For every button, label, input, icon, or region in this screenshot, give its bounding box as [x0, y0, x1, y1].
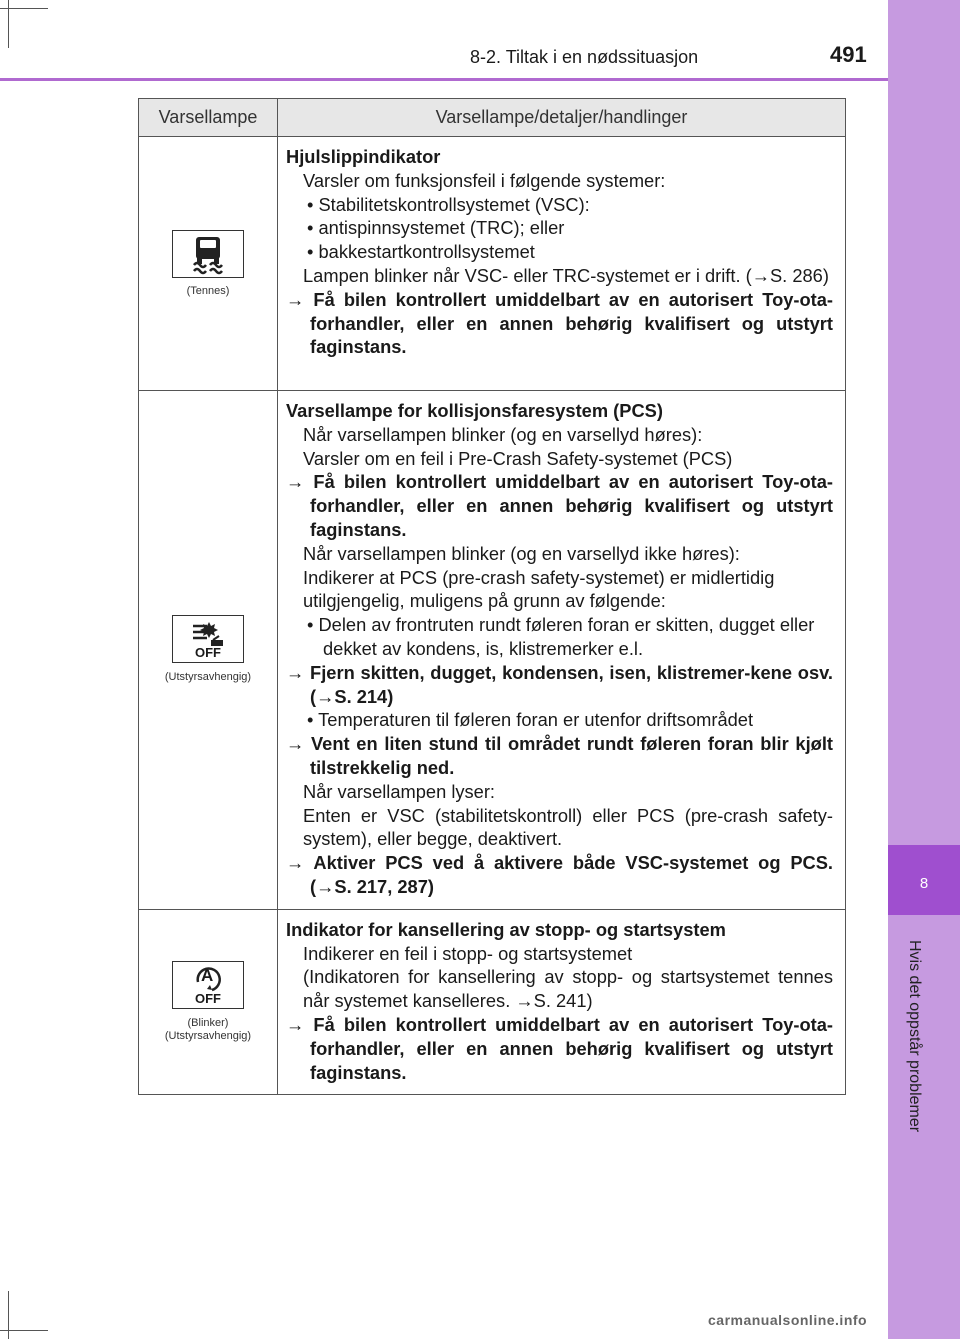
row-title: Hjulslippindikator	[286, 146, 441, 167]
details-cell	[278, 137, 846, 391]
action-item: → Få bilen kontrollert umiddelbart av en autorisert Toy-ota-forhandler, eller en annen behørig kvalifisert og utstyrt faginstans.	[286, 1013, 833, 1083]
text-line: Når varsellampen blinker (og en varsellyd ikke høres):	[303, 542, 740, 564]
details-cell	[278, 391, 846, 910]
chapter-side-tab	[888, 0, 960, 1339]
icon-caption: (Utstyrsavhengig)	[164, 671, 252, 684]
text-line: Lampen blinker når VSC- eller TRC-systemet er i drift. (→S. 286)	[303, 264, 829, 286]
bullet-item: • antispinnsystemet (TRC); eller	[307, 217, 565, 239]
bullet-item: • Delen av frontruten rundt føleren foran er skitten, dugget eller dekket av kondens, is, klistremerker e.l.	[307, 614, 815, 659]
icon-caption: (Blinker)	[187, 1017, 229, 1030]
action-item: → Få bilen kontrollert umiddelbart av en autorisert Toy-ota-forhandler, eller en annen behørig kvalifisert og utstyrt faginstans.	[286, 288, 833, 358]
text-line: Indikerer en feil i stopp- og startsystemet	[303, 942, 633, 964]
action-item: → Aktiver PCS ved å aktivere både VSC-systemet og PCS. (→S. 217, 287)	[286, 852, 833, 897]
crop-mark	[0, 1330, 48, 1331]
bullet-item: • Temperaturen til føleren foran er utenfor driftsområdet	[307, 709, 754, 731]
header-rule	[0, 78, 888, 81]
pcs-warning-icon	[172, 615, 244, 663]
text-line: Når varsellampen lyser:	[303, 780, 496, 802]
text-line: Varsler om funksjonsfeil i følgende systemer:	[303, 169, 666, 191]
off-label: OFF	[195, 645, 221, 661]
text-line: Enten er VSC (stabilitetskontroll) eller PCS (pre-crash safety-system), eller begge, deaktivert.	[303, 804, 833, 850]
action-item: → Få bilen kontrollert umiddelbart av en autorisert Toy-ota-forhandler, eller en annen behørig kvalifisert og utstyrt faginstans.	[286, 471, 833, 540]
table-row	[139, 137, 846, 391]
column-header: Varsellampe/detaljer/handlinger	[278, 99, 846, 137]
slip-indicator-icon	[172, 230, 244, 278]
chapter-label: Hvis det oppstår problemer	[906, 940, 923, 1133]
icon-cell	[139, 909, 278, 1095]
text-line: Varsler om en feil i Pre-Crash Safety-systemet (PCS)	[303, 447, 733, 469]
bullet-item: • bakkestartkontrollsystemet	[307, 241, 535, 263]
footer-watermark: carmanualsonline.info	[708, 1312, 868, 1328]
table-header-row	[139, 99, 846, 137]
stop-start-cancel-icon	[172, 961, 244, 1009]
header-title: 8-2. Tiltak i en nødssituasjon	[470, 47, 699, 67]
icon-caption: (Utstyrsavhengig)	[164, 1030, 252, 1043]
row-title: Indikator for kansellering av stopp- og startsystem	[286, 918, 726, 940]
crop-mark	[8, 1291, 9, 1339]
icon-cell	[139, 137, 278, 391]
text-line: Indikerer at PCS (pre-crash safety-systemet) er midlertidig utilgjengelig, muligens på grunn av følgende:	[303, 566, 775, 612]
column-header: Varsellampe	[139, 99, 278, 137]
text-line: (Indikatoren for kansellering av stopp- og startsystemet tennes når systemet kanselleres. →S. 241)	[303, 966, 833, 1012]
chapter-number: 8	[888, 845, 960, 915]
bullet-item: • Stabilitetskontrollsystemet (VSC):	[307, 193, 590, 215]
details-cell	[278, 909, 846, 1095]
action-item: → Fjern skitten, dugget, kondensen, isen, klistremer-kene osv. (→S. 214)	[286, 661, 833, 707]
icon-cell	[139, 391, 278, 910]
table-row	[139, 391, 846, 910]
row-title: Varsellampe for kollisjonsfaresystem (PCS)	[286, 400, 663, 421]
page-number: 491	[830, 42, 867, 67]
action-item: → Vent en liten stund til området rundt føleren foran blir kjølt tilstrekkelig ned.	[286, 733, 833, 778]
warning-light-table	[138, 98, 846, 1095]
table-row	[139, 909, 846, 1095]
off-label: OFF	[195, 991, 221, 1007]
text-line: Når varsellampen blinker (og en varsellyd høres):	[303, 423, 703, 445]
a-letter: A	[201, 966, 214, 986]
crop-mark	[0, 8, 48, 9]
icon-caption: (Tennes)	[186, 284, 230, 297]
